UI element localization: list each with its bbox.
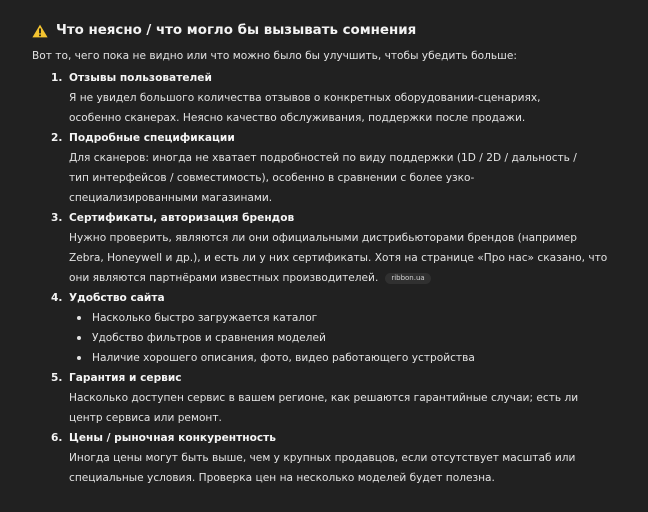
item-number: 5. — [51, 372, 63, 384]
bullet-text: Наличие хорошего описания, фото, видео работающего устройства — [92, 352, 475, 364]
item-title: Подробные спецификации — [69, 132, 235, 144]
section-heading — [32, 18, 632, 44]
item-title: Отзывы пользователей — [69, 72, 212, 84]
warning-icon — [32, 24, 48, 38]
item-title: Удобство сайта — [69, 292, 165, 304]
bullet-text: Насколько быстро загружается каталог — [92, 312, 318, 324]
bullet-dot — [77, 316, 81, 320]
item-body: Для сканеров: иногда не хватает подробностей по виду поддержки (1D / 2D / дальность / тип интерфейсов / совместимость), особенно в сравнении с более узко-специализированными магазинами. — [69, 152, 577, 204]
item-number: 1. — [51, 72, 63, 84]
item-body-text: Нужно проверить, являются ли они официальными дистрибьюторами брендов (например Zebra, Honeywell и др.), и есть ли у них сертификаты. Хотя на странице «Про нас» сказано, что они являются партнёрами известных производителей. — [69, 232, 608, 284]
item-number: 3. — [51, 212, 63, 224]
list-item — [32, 288, 632, 368]
list-item — [32, 68, 632, 128]
bullet-item — [69, 328, 632, 348]
bullet-dot — [77, 336, 81, 340]
item-title: Цены / рыночная конкурентность — [69, 432, 276, 444]
bullet-item — [69, 308, 632, 328]
item-title: Сертификаты, авторизация брендов — [69, 212, 295, 224]
bullet-list — [69, 308, 632, 368]
source-chip-ribbon[interactable]: ribbon.ua — [385, 273, 430, 284]
bullet-text: Удобство фильтров и сравнения моделей — [92, 332, 326, 344]
item-body: Насколько доступен сервис в вашем регионе, как решаются гарантийные случаи; есть ли центр сервиса или ремонт. — [69, 392, 579, 424]
item-body: Я не увидел большого количества отзывов о конкретных оборудовании-сценариях, особенно сканерах. Неясно качество обслуживания, поддержки после продажи. — [69, 92, 541, 124]
item-number: 2. — [51, 132, 63, 144]
list-item — [32, 208, 632, 288]
section-heading-text: Что неясно / что могло бы вызывать сомнения — [56, 23, 417, 38]
item-number: 4. — [51, 292, 63, 304]
item-number: 6. — [51, 432, 63, 444]
bullet-dot — [77, 356, 81, 360]
item-title: Гарантия и сервис — [69, 372, 182, 384]
assistant-message — [32, 18, 632, 488]
concerns-list — [32, 68, 632, 488]
list-item — [32, 428, 632, 488]
bullet-item — [69, 348, 632, 368]
intro-text: Вот то, чего пока не видно или что можно было бы улучшить, чтобы убедить больше: — [32, 50, 517, 62]
list-item — [32, 368, 632, 428]
item-body — [69, 228, 609, 288]
item-body: Иногда цены могут быть выше, чем у крупных продавцов, если отсутствует масштаб или специальные условия. Проверка цен на несколько моделей будет полезна. — [69, 452, 576, 484]
list-item — [32, 128, 632, 208]
